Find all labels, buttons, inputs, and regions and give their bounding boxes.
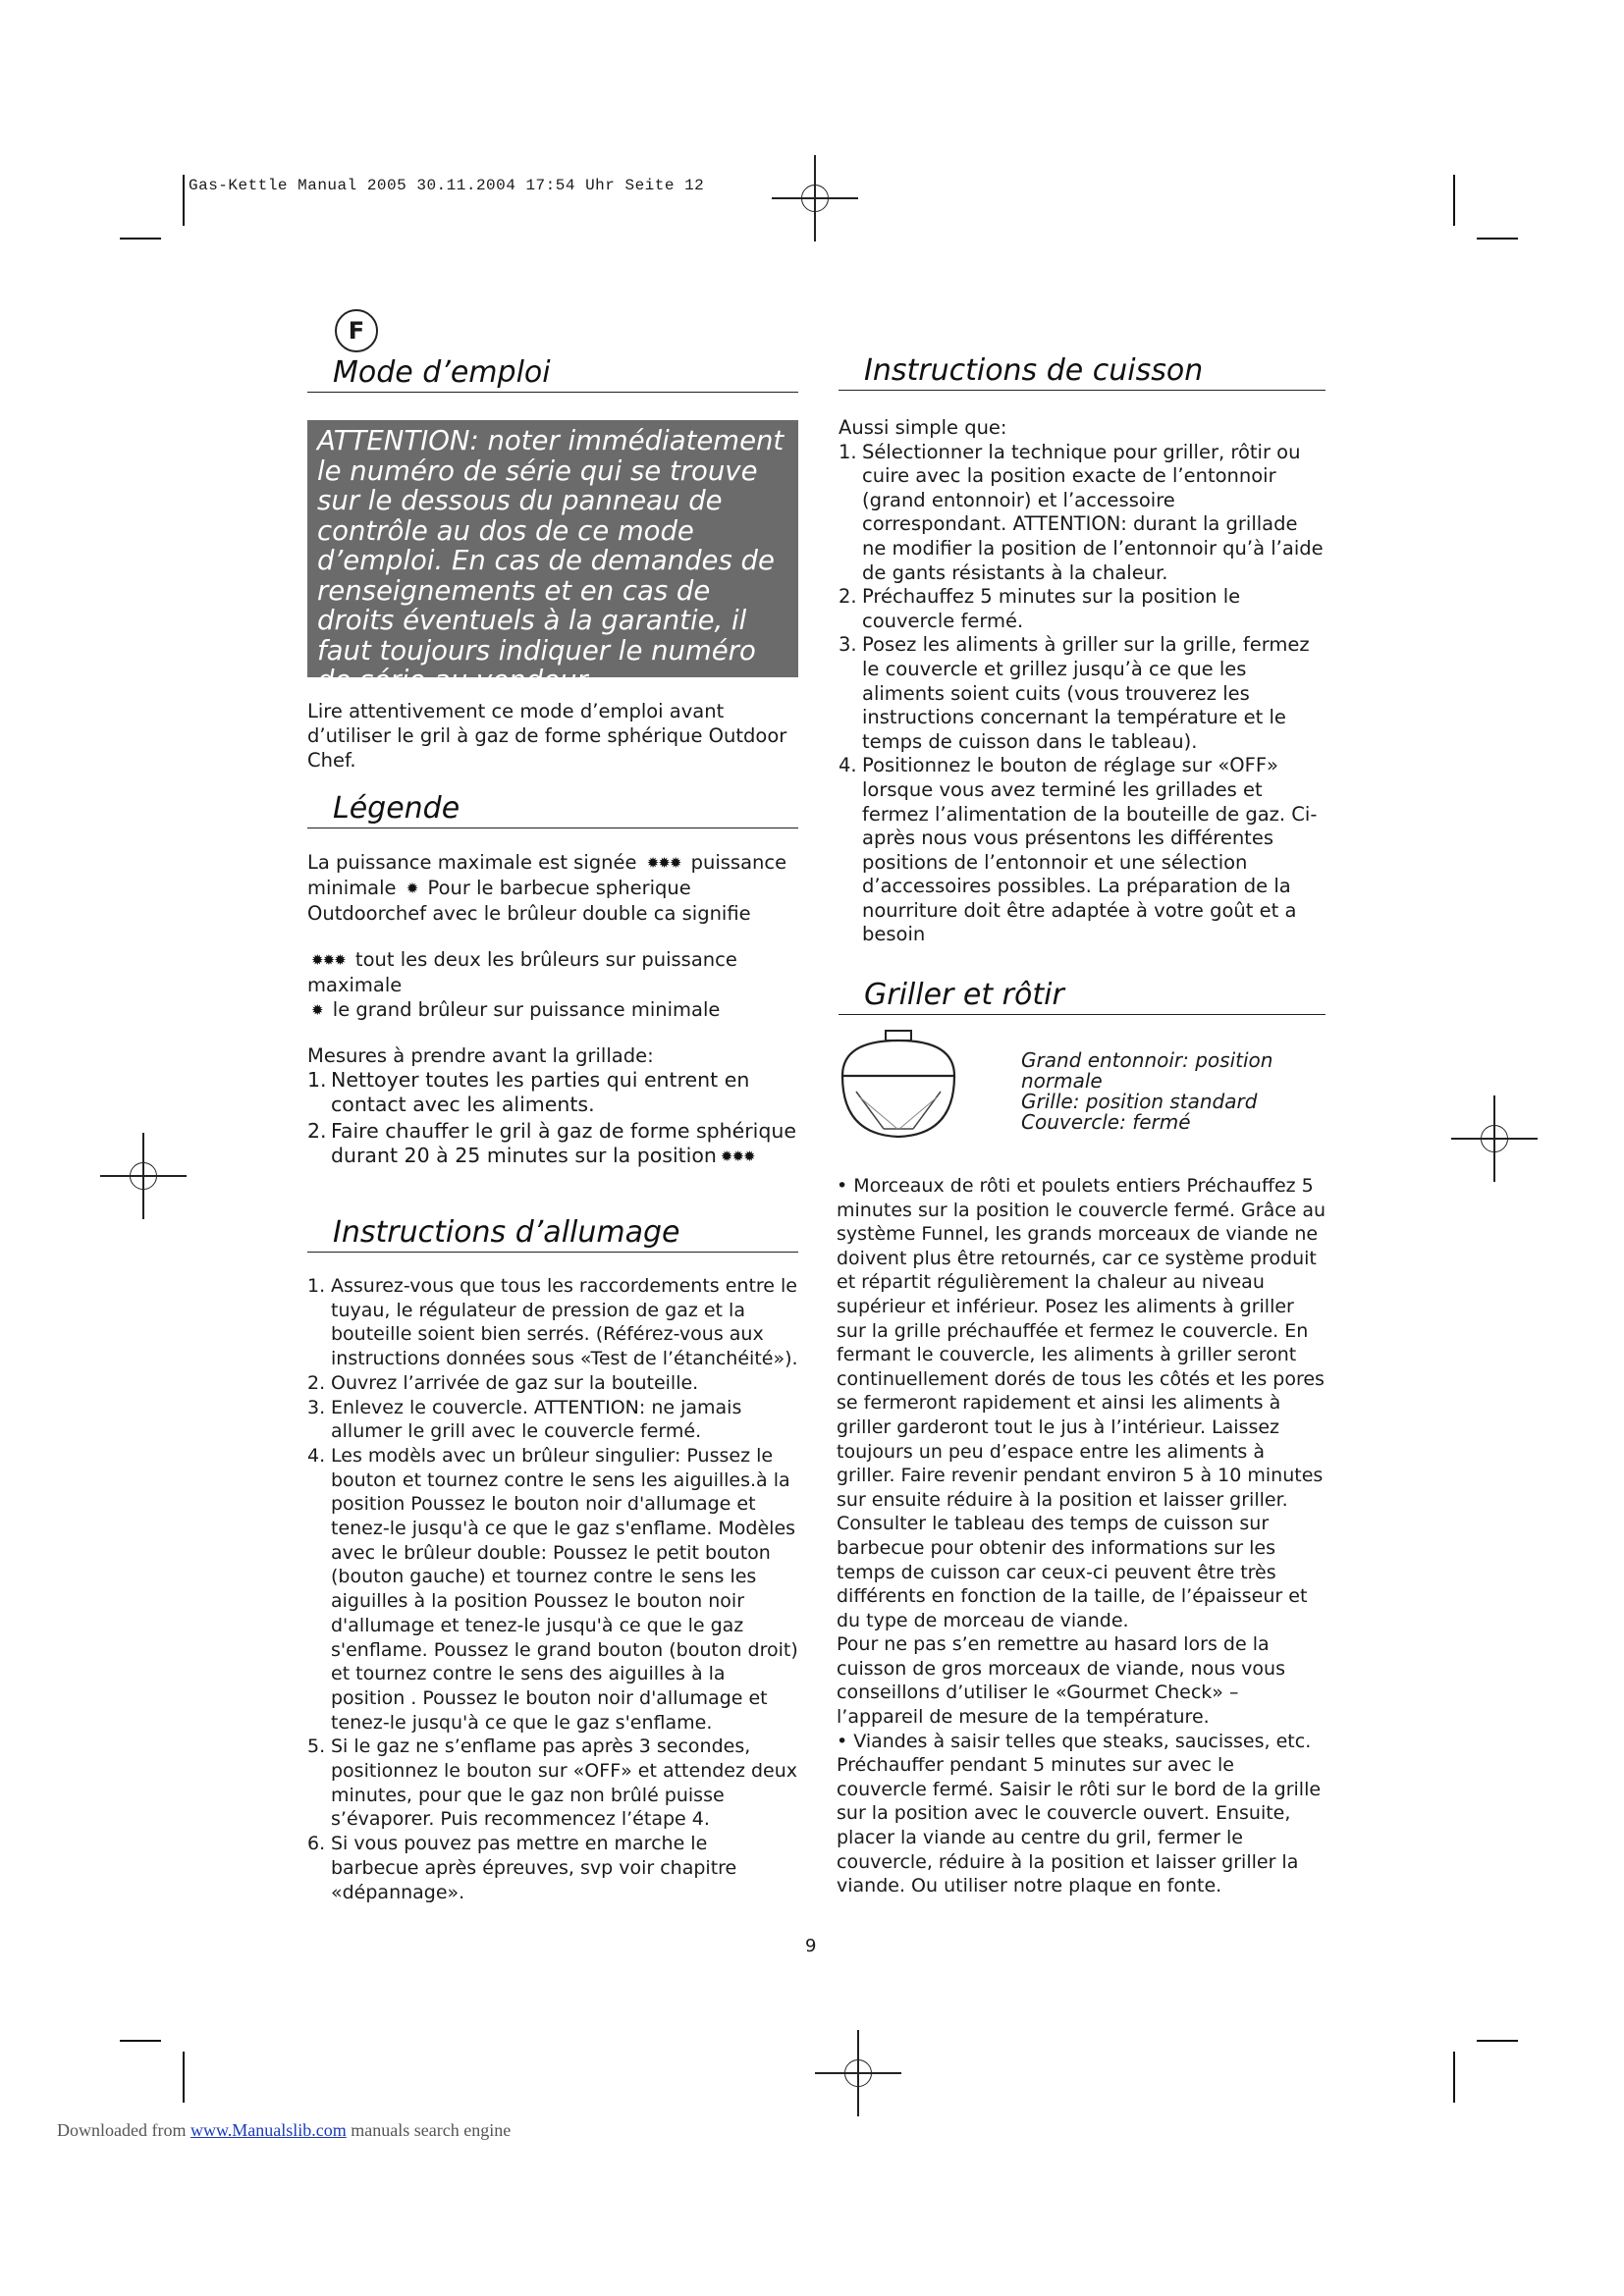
- list-item: 1. Sélectionner la technique pour griller, rôtir ou cuire avec la position exacte de l’entonnoir (grand entonnoir) et l’accessoire correspondant. ATTENTION: durant la grillade ne modifier la position de l’entonnoir qu’à l’aide de gants résistants à la chaleur.: [839, 440, 1324, 584]
- list-item: 2. Préchauffez 5 minutes sur la position le couvercle fermé.: [839, 585, 1241, 632]
- language-badge: F: [335, 309, 378, 352]
- ignition-steps: [307, 1274, 798, 1904]
- crop-mark: [120, 238, 161, 240]
- list-item: 4. Les modèls avec un brûleur singulier: Pussez le bouton et tournez contre le sens les aiguilles.à la position Poussez le bouton noir d'allumage et tenez-le jusqu'à ce que le gaz s'enflame. Modèles avec le brûleur double: Poussez le petit bouton (bouton gauche) et tournez contre le sens les aiguilles à la position Poussez le bouton noir d'allumage et tenez-le jusqu'à ce que le gaz s'enflame. Poussez le grand bouton (bouton droit) et tournez contre le sens des aiguilles à la position . Poussez le bouton noir d'allumage et tenez-le jusqu'à ce que le gaz s'enflame.: [307, 1444, 798, 1734]
- registration-mark-icon: [122, 1154, 165, 1198]
- roasting-text: • Morceaux de rôti et poulets entiers Préchauffez 5 minutes sur la position le couvercle fermé. Grâce au système Funnel, les grands morceaux de viande ne doivent plus être retournés, car ce système produit et répartit régulièrement la chaleur au niveau supérieur et inférieur. Posez les aliments à griller sur la grille préchauffée et fermez le couvercle. En fermant le couvercle, les aliments à griller seront continuellement dorés de tous les côtés et les pores se fermeront rapidement et ainsi les aliments à griller garderont tout le jus à l’intérieur. Laissez toujours un peu d’espace entre les aliments à griller. Faire revenir pendant environ 5 à 10 minutes sur ensuite réduire à la position et laisser griller. Consulter le tableau des temps de cuisson sur barbecue pour obtenir des informations sur les temps de cuisson car ceux-ci peuvent être très différents en fonction de la taille, de l’épaisseur et du type de morceau de viande. Pour ne pas s’en remettre au hasard lors de la cuisson de gros morceaux de viande, nous vous conseillons d’utiliser le «Gourmet Check» – l’appareil de mesure de la température. • Viandes à saisir telles que steaks, saucisses, etc. Préchauffer pendant 5 minutes sur avec le couvercle fermé. Saisir le rôti sur le bord de la grille sur la position avec le couvercle ouvert. Ensuite, placer la viande au centre du gril, fermer le couvercle, réduire à la position et laisser griller la viande. Ou utiliser notre plaque en fonte.: [837, 1175, 1326, 1897]
- intro-paragraph: Lire attentivement ce mode d’emploi avant d’utiliser le gril à gaz de forme sphérique Outdoor Chef.: [307, 700, 787, 772]
- section-title-mode: Mode d’emploi: [307, 355, 798, 393]
- crop-mark: [183, 2052, 185, 2103]
- footer: Downloaded from www.Manualslib.com manuals search engine: [57, 2120, 512, 2140]
- crop-mark: [120, 2040, 161, 2042]
- list-item: 5. Si le gaz ne s’enflame pas après 3 secondes, positionnez le bouton sur «OFF» et attendez deux minutes, pour que le gaz non brûlé puisse s’évaporer. Puis recommencez l’étape 4.: [307, 1735, 798, 1831]
- flame-double-icon: ✹✹✹: [720, 1147, 755, 1165]
- crop-mark: [1453, 175, 1455, 226]
- section-title-grill: Griller et rôtir: [839, 978, 1326, 1015]
- flame-max-icon: ✹✹✹: [646, 854, 681, 872]
- legend-block: La puissance maximale est signée ✹✹✹ puissance minimale ✹ Pour le barbecue spherique Outdoorchef avec le brûleur double ca signifie ✹✹✹ tout les deux les brûleurs sur puissance maximale ✹ le grand brûleur sur puissance minimale: [307, 851, 787, 1021]
- crop-mark: [183, 175, 185, 226]
- manualslib-link[interactable]: www.Manualslib.com: [189, 2120, 347, 2140]
- print-header: Gas-Kettle Manual 2005 30.11.2004 17:54 Uhr Seite 12: [189, 177, 705, 194]
- registration-mark-icon: [1473, 1117, 1516, 1160]
- section-title-legend: Légende: [307, 791, 798, 828]
- registration-mark-icon: [837, 2052, 880, 2095]
- list-item: 2. Ouvrez l’arrivée de gaz sur la bouteille.: [307, 1371, 699, 1394]
- flame-double-icon: ✹✹✹: [311, 951, 346, 969]
- page-number: 9: [805, 1936, 817, 1956]
- section-title-ignition: Instructions d’allumage: [307, 1215, 798, 1253]
- warning-box: [307, 420, 798, 696]
- crop-mark: [1477, 238, 1518, 240]
- list-item: 1. Nettoyer toutes les parties qui entrent en contact avec les aliments.: [307, 1068, 750, 1116]
- funnel-caption: Grand entonnoir: position normale Grille: position standard Couvercle: fermé: [1021, 1048, 1273, 1134]
- warning-text: ATTENTION: noter immédiatement le numéro de série qui se trouve sur le dessous du panneau de contrôle au dos de ce mode d’emploi. En cas de demandes de renseignements et en cas de droits éventuels à la garantie, il faut toujours indiquer le numéro de série au vendeur.: [317, 425, 785, 696]
- registration-mark-icon: [793, 177, 837, 220]
- cooking-steps: Aussi simple que: 1. Sélectionner la technique pour griller, rôtir ou cuire avec la position exacte de l’entonnoir (grand entonnoir) et l’accessoire correspondant. ATTENTION: durant la grillade ne modifier la position de l’entonnoir qu’à l’aide de gants résistants à la chaleur. 2. Préchauffez 5 minutes sur la position le couvercle fermé. 3. Posez les aliments à griller sur la grille, fermez le couvercle et grillez jusqu’à ce que les aliments soient cuits (vous trouverez les instructions concernant la température et le temps de cuisson dans le tableau). 4. Positionnez le bouton de réglage sur «OFF» lorsque vous avez terminé les grillades et fermez l’alimentation de la bouteille de gaz. Ci-après nous vous présentons les différentes positions de l’entonnoir et une sélection d’accessoires possibles. La préparation de la nourriture doit être adaptée à votre goût et a besoin: [839, 416, 1326, 947]
- crop-mark: [1477, 2040, 1518, 2042]
- list-item: 3. Posez les aliments à griller sur la grille, fermez le couvercle et grillez jusqu’à ce que les aliments soient cuits (vous trouverez les instructions concernant la température et le temps de cuisson dans le tableau).: [839, 633, 1310, 753]
- kettle-funnel-diagram: [837, 1029, 964, 1145]
- list-item: 6. Si vous pouvez pas mettre en marche le barbecue après épreuves, svp voir chapitre «dépannage».: [307, 1833, 737, 1903]
- flame-min-icon: ✹: [406, 880, 418, 897]
- flame-min-icon: ✹: [311, 1001, 323, 1019]
- list-item: 3. Enlevez le couvercle. ATTENTION: ne jamais allumer le grill avec le couvercle fermé.: [307, 1396, 742, 1443]
- list-item: 4. Positionnez le bouton de réglage sur «OFF» lorsque vous avez terminé les grillades et fermez l’alimentation de la bouteille de gaz. Ci-après nous vous présentons les différentes positions de l’entonnoir et une sélection d’accessoires possibles. La préparation de la nourriture doit être adaptée à votre goût et a besoin: [839, 754, 1318, 946]
- list-item: 1. Assurez-vous que tous les raccordements entre le tuyau, le régulateur de pression de gaz et la bouteille soient bien serrés. (Référez-vous aux instructions données sous «Test de l’étanchéité»).: [307, 1275, 798, 1370]
- crop-mark: [1453, 2052, 1455, 2103]
- list-item: 2. Faire chauffer le gril à gaz de forme sphérique durant 20 à 25 minutes sur la position ✹✹✹: [307, 1119, 796, 1167]
- before-grilling-block: Mesures à prendre avant la grillade: 1. Nettoyer toutes les parties qui entrent en contact avec les aliments. 2. Faire chauffer le gril à gaz de forme sphérique durant 20 à 25 minutes sur la position ✹✹✹: [307, 1043, 803, 1169]
- section-title-cooking: Instructions de cuisson: [839, 353, 1326, 391]
